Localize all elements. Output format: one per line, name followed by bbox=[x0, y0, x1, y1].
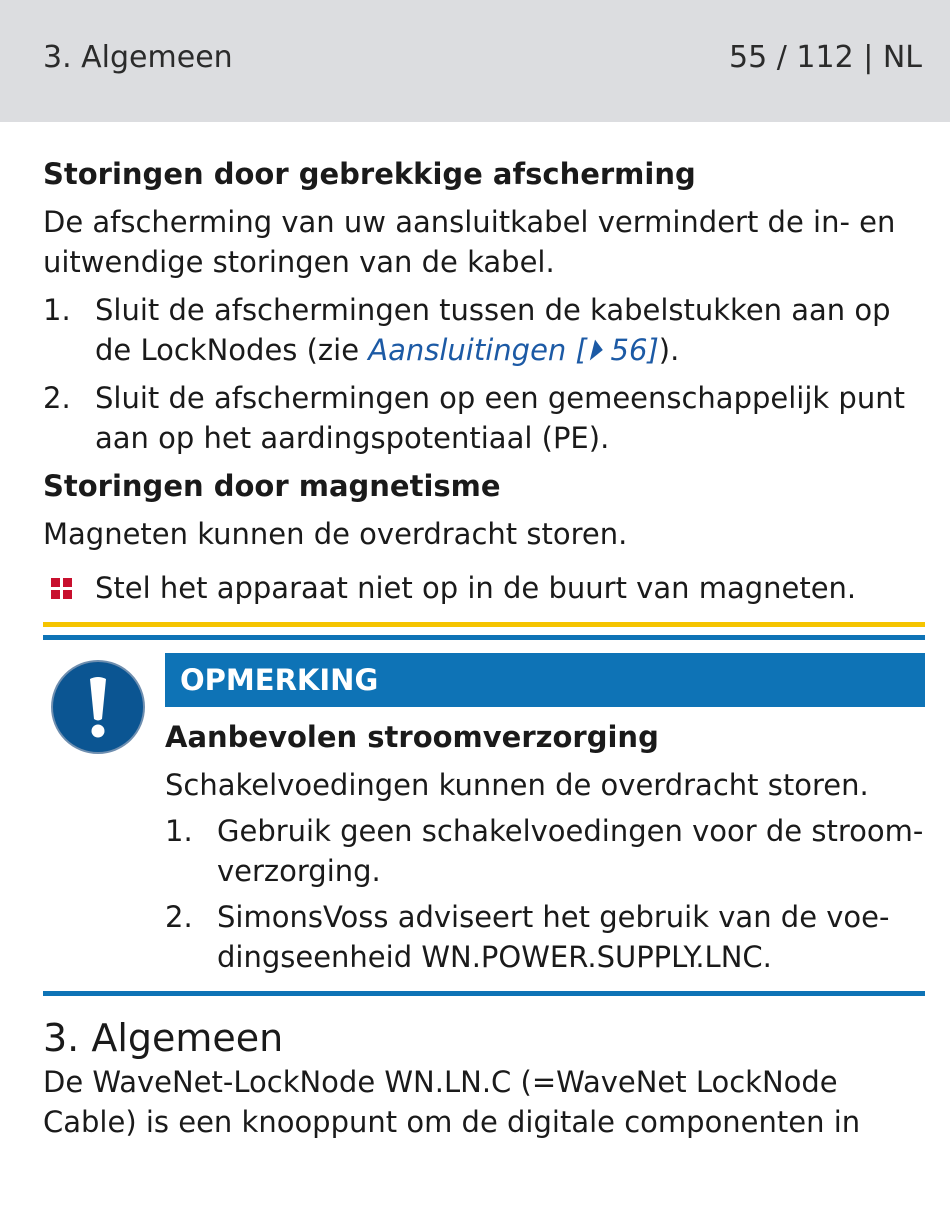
note-label: OPMERKING bbox=[165, 653, 925, 707]
shielding-heading: Storingen door gebrekkige afscherming bbox=[43, 157, 696, 191]
note-box bbox=[43, 622, 925, 998]
step-number: 1. bbox=[43, 293, 71, 327]
step-line: Sluit de afschermingen op een gemeenschappelijk punt bbox=[95, 381, 905, 415]
note-step-2 bbox=[165, 897, 925, 977]
header-section-title: 3. Algemeen bbox=[43, 40, 233, 75]
main-content bbox=[43, 152, 925, 608]
note-bottom-rule-blue bbox=[43, 991, 925, 996]
shielding-step-1 bbox=[43, 290, 925, 370]
note-intro: Schakelvoedingen kunnen de overdracht storen. bbox=[165, 768, 869, 802]
step-number: 1. bbox=[165, 814, 193, 848]
step-number: 2. bbox=[43, 381, 71, 415]
red-square-grid-icon bbox=[51, 578, 72, 599]
bullet-text: Stel het apparaat niet op in de buurt van magneten. bbox=[95, 571, 857, 605]
step-line: verzorging. bbox=[217, 854, 381, 888]
section-heading: 3. Algemeen bbox=[43, 1016, 284, 1060]
section-text-line-1: De WaveNet-LockNode WN.LN.C (=WaveNet LockNode bbox=[43, 1065, 838, 1099]
general-section bbox=[43, 1014, 925, 1142]
magnetism-intro: Magneten kunnen de overdracht storen. bbox=[43, 517, 628, 551]
step-line: Gebruik geen schakelvoedingen voor de stroom- bbox=[217, 814, 924, 848]
step-line: de LockNodes (zie Aansluitingen [⏵ 56]). bbox=[95, 333, 680, 367]
step-line: dingseenheid WN.POWER.SUPPLY.LNC. bbox=[217, 940, 772, 974]
note-body bbox=[165, 715, 925, 977]
shielding-intro-line-1: De afscherming van uw aansluitkabel vermindert de in- en bbox=[43, 205, 896, 239]
note-top-rule-yellow bbox=[43, 622, 925, 627]
step-line: Sluit de afschermingen tussen de kabelstukken aan op bbox=[95, 293, 891, 327]
section-text-line-2: Cable) is een knooppunt om de digitale componenten in bbox=[43, 1105, 861, 1139]
connections-link[interactable]: Aansluitingen [⏵ 56] bbox=[368, 333, 659, 367]
header-page-number: 55 / 112 | NL bbox=[729, 40, 922, 75]
page-header bbox=[0, 0, 950, 122]
step-line: SimonsVoss adviseert het gebruik van de voe- bbox=[217, 900, 890, 934]
shielding-intro-line-2: uitwendige storingen van de kabel. bbox=[43, 245, 555, 279]
step-number: 2. bbox=[165, 900, 193, 934]
note-top-rule-blue bbox=[43, 635, 925, 640]
note-title: Aanbevolen stroomverzorging bbox=[165, 720, 659, 754]
magnetism-heading: Storingen door magnetisme bbox=[43, 469, 501, 503]
step-line: aan op het aardingspotentiaal (PE). bbox=[95, 421, 610, 455]
exclamation-circle-icon bbox=[50, 659, 146, 755]
note-step-1 bbox=[165, 811, 925, 891]
magnetism-bullet bbox=[43, 568, 925, 608]
shielding-step-2 bbox=[43, 378, 925, 458]
